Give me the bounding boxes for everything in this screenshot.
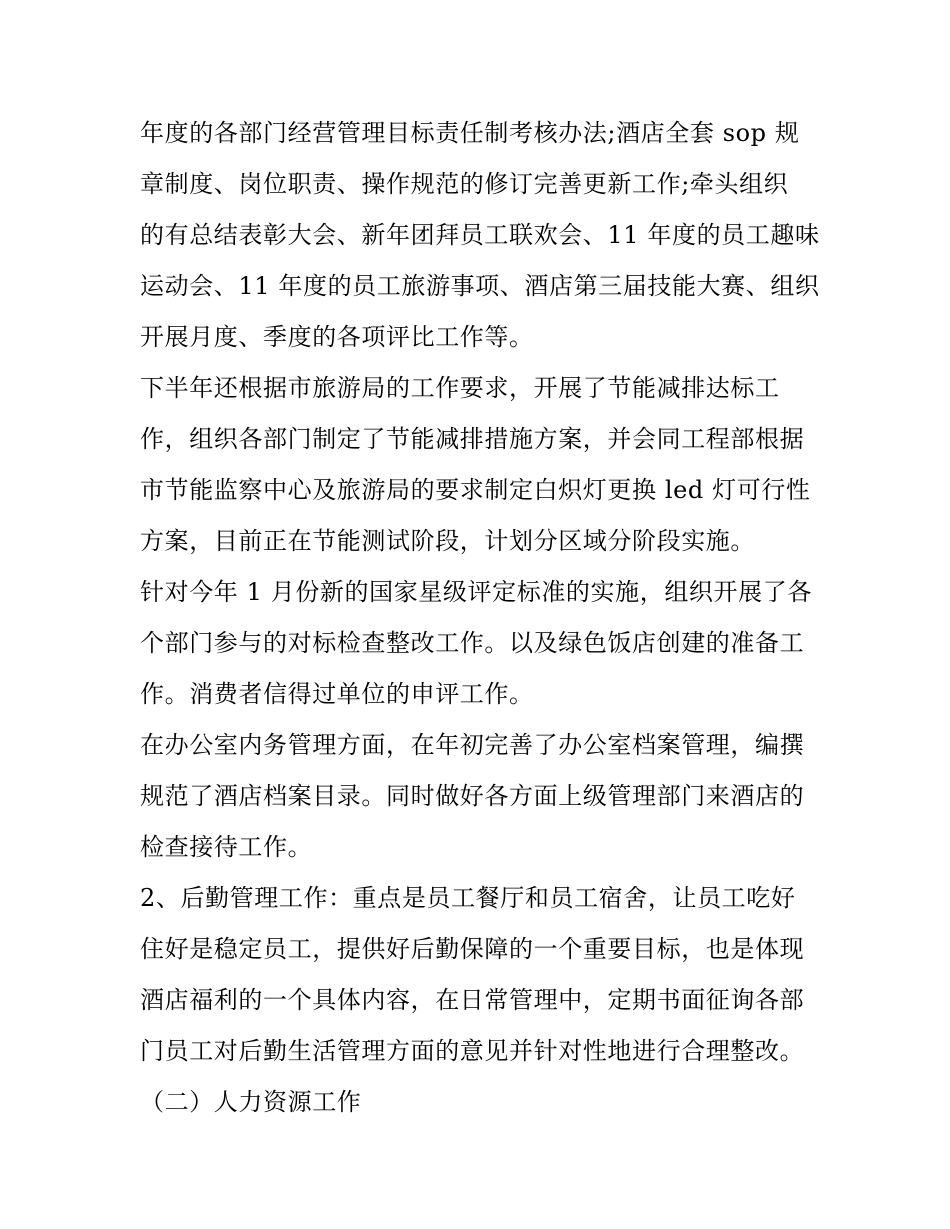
text-line: 作，组织各部门制定了节能减排措施方案，并会同工程部根据	[140, 425, 805, 453]
text-line: 下半年还根据市旅游局的工作要求，开展了节能减排达标工	[140, 374, 780, 402]
text-line: 市节能监察中心及旅游局的要求制定白炽灯更换 led 灯可行性	[140, 476, 811, 504]
text-line: 酒店福利的一个具体内容，在日常管理中，定期书面征询各部	[140, 986, 805, 1014]
text-line: 门员工对后勤生活管理方面的意见并针对性地进行合理整改。	[140, 1037, 805, 1065]
text-line: 个部门参与的对标检查整改工作。以及绿色饭店创建的准备工	[140, 629, 805, 657]
text-line: 的有总结表彰大会、新年团拜员工联欢会、11 年度的员工趣味	[140, 221, 820, 249]
text-line: 运动会、11 年度的员工旅游事项、酒店第三届技能大赛、组织	[140, 272, 820, 300]
text-line: 开展月度、季度的各项评比工作等。	[140, 323, 534, 351]
text-line: 检查接待工作。	[140, 833, 313, 861]
text-line: 针对今年 1 月份新的国家星级评定标准的实施，组织开展了各	[140, 578, 812, 606]
text-line: 在办公室内务管理方面，在年初完善了办公室档案管理，编撰	[140, 731, 805, 759]
text-line: 住好是稳定员工，提供好后勤保障的一个重要目标，也是体现	[140, 935, 805, 963]
document-body	[140, 108, 830, 1128]
section-heading: （二）人力资源工作	[140, 1088, 362, 1116]
text-line: 规范了酒店档案目录。同时做好各方面上级管理部门来酒店的	[140, 782, 805, 810]
text-line: 方案，目前正在节能测试阶段，计划分区域分阶段实施。	[140, 527, 755, 555]
text-line: 年度的各部门经营管理目标责任制考核办法;酒店全套 sop 规	[140, 119, 800, 147]
text-line: 作。消费者信得过单位的申评工作。	[140, 680, 534, 708]
text-line: 2、后勤管理工作：重点是员工餐厅和员工宿舍，让员工吃好	[140, 884, 796, 912]
text-line: 章制度、岗位职责、操作规范的修订完善更新工作;牵头组织	[140, 170, 789, 198]
